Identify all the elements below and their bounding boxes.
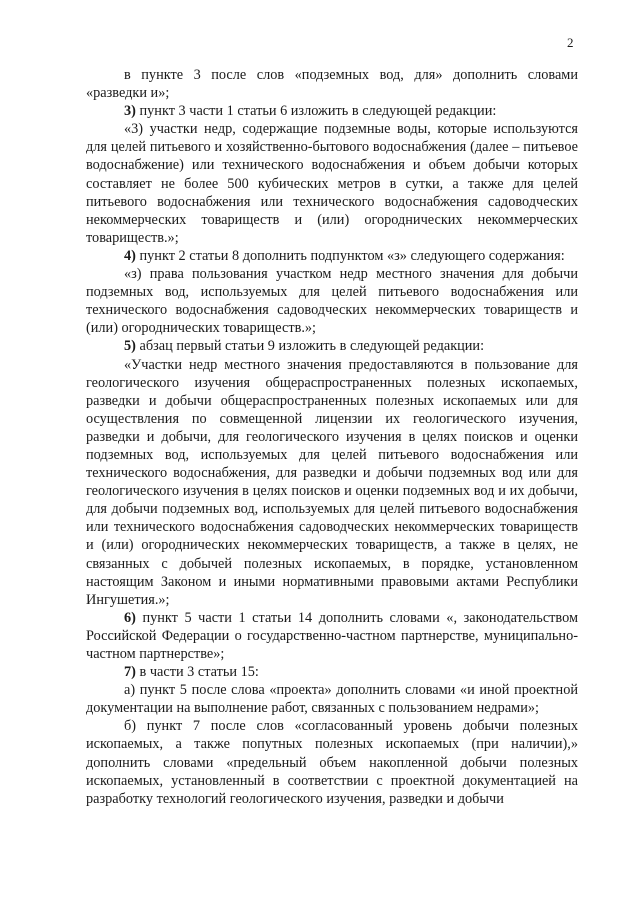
item-number: 4) (124, 247, 136, 264)
paragraph-text: «3) участки недр, содержащие подземные воды, которые используются для целей питьевого и хозяйственно-бытового водоснабжения (далее – питьевое водоснабжение) или технического водоснабжения и объем добычи которых составляет не более 500 кубических метров в сутки, а также для целей питьевого водоснабжения или технического водоснабжения садоводческих некоммерческих товариществ и (или) огороднических некоммерческих товариществ.»; (86, 121, 578, 246)
document-body (86, 66, 578, 808)
paragraph-text: пункт 3 части 1 статьи 6 изложить в следующей редакции: (135, 103, 497, 120)
item-number: 7) (124, 664, 136, 681)
paragraph-subitem-a (86, 681, 578, 717)
paragraph-text: в пункте 3 после слов «подземных вод, для» дополнить словами «разведки и»; (86, 67, 578, 102)
paragraph-text: абзац первый статьи 9 изложить в следующей редакции: (135, 338, 485, 355)
paragraph-text: «з) права пользования участком недр местного значения для добычи подземных вод, используемых для целей питьевого водоснабжения или технического водоснабжения садоводческих некоммерческих товариществ и (или) огороднических товариществ.»; (86, 266, 578, 337)
paragraph-text: б) пункт 7 после слов «согласованный уровень добычи полезных ископаемых, а также попутных полезных ископаемых (при наличии),» дополнить словами «предельный объем накопленной добычи полезных ископаемых, установленный в соответствии с проектной документацией на разработку технологий геологического изучения, разведки и добычи (86, 718, 578, 807)
paragraph-item-3 (86, 102, 578, 120)
paragraph-item-7 (86, 663, 578, 681)
page-number: 2 (567, 35, 574, 50)
paragraph-text: «Участки недр местного значения предоставляются в пользование для геологического изучения общераспространенных полезных ископаемых, разведки и добычи общераспространенных полезных ископаемых или для осуществления по совмещенной лицензии их геологического изучения, разведки и добычи, для геологического изучения в целях поисков и оценки подземных вод, используемых для целей питьевого водоснабжения или технического водоснабжения, для разведки и добычи подземных вод или для геологического изучения в целях поисков и оценки подземных вод и их добычи, для добычи подземных вод, используемых для целей питьевого водоснабжения или технического водоснабжения садоводческих некоммерческих товариществ и (или) огороднических некоммерческих товариществ, а также в целях, не связанных с добычей полезных ископаемых, в порядке, установленном настоящим Законом и иными нормативными правовыми актами Республики Ингушетия.»; (86, 356, 578, 608)
paragraph-text: а) пункт 5 после слова «проекта» дополнить словами «и иной проектной документации на выполнение работ, связанных с пользованием недрами»; (86, 682, 578, 717)
paragraph-quote-article-9 (86, 356, 578, 609)
paragraph-text: в части 3 статьи 15: (135, 664, 259, 681)
paragraph-text: пункт 2 статьи 8 дополнить подпунктом «з» следующего содержания: (135, 247, 565, 264)
paragraph-item-5 (86, 337, 578, 355)
paragraph-quote-3 (86, 120, 578, 247)
item-number: 3) (124, 103, 136, 120)
item-number: 6) (124, 609, 136, 626)
paragraph-item-4 (86, 247, 578, 265)
item-number: 5) (124, 338, 136, 355)
paragraph-item-6 (86, 609, 578, 663)
paragraph-text: пункт 5 части 1 статьи 14 дополнить словами «, законодательством Российской Федерации о государственно-частном партнерстве, муниципально-частном партнерстве»; (86, 609, 578, 662)
paragraph-subitem-b (86, 717, 578, 807)
paragraph-amend-point-3 (86, 66, 578, 102)
paragraph-quote-z (86, 265, 578, 337)
